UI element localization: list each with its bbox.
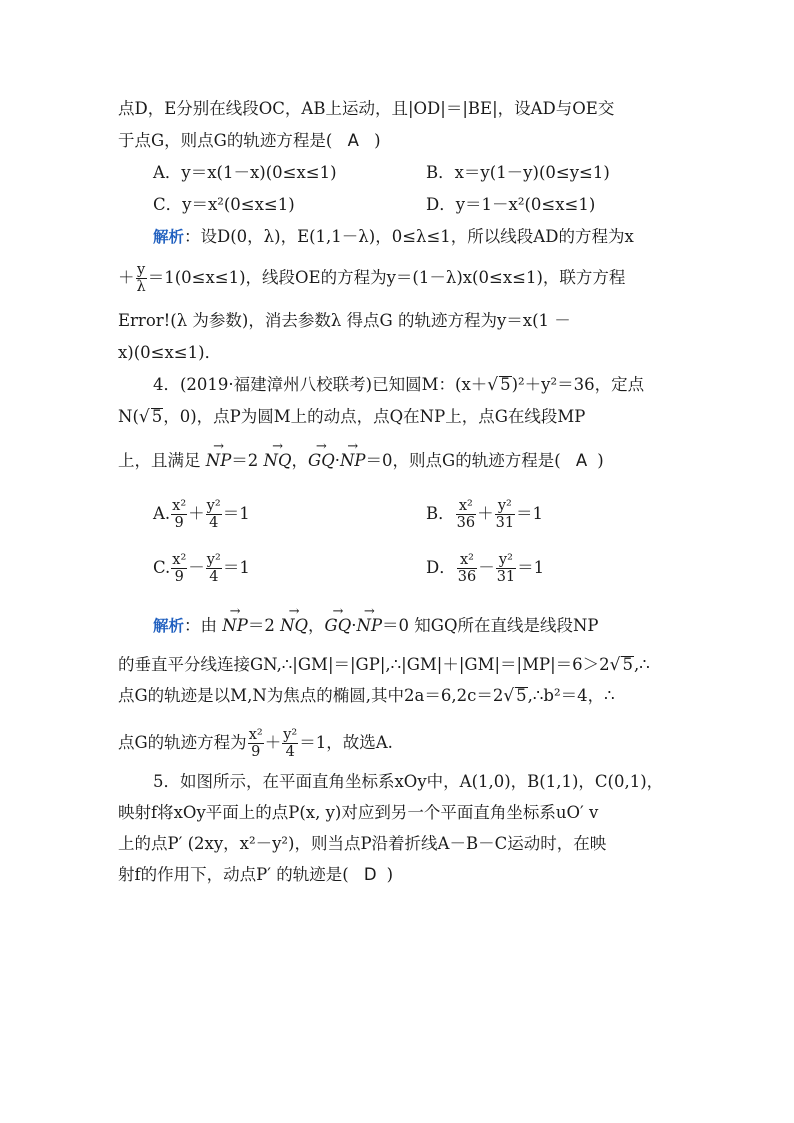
plus: ＋ [264, 733, 282, 752]
q3-fraction-y-over-lambda [136, 262, 147, 295]
q4-close-paren: ) [597, 451, 604, 470]
plus: ＋ [477, 504, 494, 523]
q4-stem-text-1: 4．(2019·福建漳州八校联考)已知圆M：(x＋ [153, 375, 488, 394]
q3-answer: A [347, 131, 359, 150]
q3-solution-text-1: ：设D(0，λ)，E(1,1－λ)，0≤λ≤1，所以线段AD的方程为x [184, 227, 634, 246]
sqrt-icon: √ [609, 655, 621, 675]
fraction-denominator: 9 [251, 744, 261, 760]
sqrt-radicand: 5 [516, 686, 527, 705]
fraction-denominator: λ [136, 279, 146, 295]
q3-solution-line-1 [153, 227, 634, 247]
equals-one: ＝1 [222, 504, 250, 523]
sqrt-icon: √ [138, 407, 150, 427]
q4-stem-text-3: N( [118, 407, 139, 426]
fraction-numerator: y² [206, 498, 221, 514]
q3-solution-line-3: Error!(λ 为参数)，消去参数λ 得点G 的轨迹方程为y＝x(1 － [118, 311, 571, 330]
option-label: C. [153, 558, 171, 577]
q4-option-a [153, 498, 250, 531]
fraction-numerator: y² [495, 498, 515, 515]
option-label: D． [426, 558, 456, 577]
sqrt-radicand: 5 [500, 375, 511, 394]
q5-answer: D [363, 865, 377, 884]
q3-option-b: B．x＝y(1－y)(0≤y≤1) [426, 163, 610, 182]
fraction [206, 498, 222, 531]
q4-solution-line-3 [118, 686, 615, 706]
option-label: A. [153, 504, 171, 523]
fraction-numerator: y [137, 262, 146, 278]
q4-solution-text-7: 点G的轨迹方程为 [118, 733, 247, 752]
vector-np: → NP [222, 611, 248, 636]
q4-stem-line-1 [153, 375, 644, 395]
fraction-numerator: x² [456, 498, 476, 515]
q4-option-b [426, 498, 543, 531]
sqrt-radicand: 5 [622, 655, 633, 674]
q4-stem-line-2 [118, 407, 585, 427]
fraction [171, 498, 187, 531]
vector-nq: → NQ [264, 446, 292, 471]
fraction-denominator: 31 [496, 569, 516, 585]
equals-one: ＝1 [516, 504, 544, 523]
minus: － [188, 558, 205, 577]
fraction [496, 552, 516, 585]
q3-solution-line-2 [118, 262, 625, 295]
q4-option-c [153, 552, 250, 585]
q4-solution-text-4: ,∴ [633, 655, 650, 674]
fraction-denominator: 36 [457, 569, 477, 585]
minus: － [478, 558, 495, 577]
equals-one: ＝1 [222, 558, 250, 577]
q3-stem-line-1: 点D，E分别在线段OC，AB上运动，且|OD|＝|BE|，设AD与OE交 [118, 99, 615, 118]
q5-stem-line-4 [118, 865, 393, 885]
q5-stem-line-3: 上的点P′ (2xy，x²－y²)，则当点P沿着折线A－B－C运动时，在映 [118, 834, 607, 853]
q3-stem-line-2 [118, 131, 381, 151]
fraction [456, 498, 476, 531]
fraction-denominator: 4 [285, 744, 295, 760]
vector-np: → NP [340, 446, 366, 471]
q4-solution-text-6: ,∴b²＝4，∴ [527, 686, 615, 705]
q4-stem-text-4: ，0)，点P为圆M上的动点，点Q在NP上，点G在线段MP [163, 407, 586, 426]
fraction-numerator: y² [283, 727, 298, 743]
vector-nq: → NQ [280, 611, 308, 636]
equals-two: ＝2 [247, 616, 275, 635]
vector-gq: → GQ [325, 611, 352, 636]
dot-operator: · [334, 451, 340, 470]
q3-solution-line-4: x)(0≤x≤1)． [118, 343, 222, 362]
sqrt-radicand: 5 [151, 407, 163, 426]
fraction-numerator: y² [496, 552, 516, 569]
q5-stem-line-2: 映射f将xOy平面上的点P(x, y)对应到另一个平面直角坐标系uO′ v [118, 803, 599, 822]
fraction-numerator: y² [206, 552, 221, 568]
dot-operator: · [351, 616, 357, 635]
q4-stem-text-5: 上，且满足 [118, 451, 201, 470]
q5-stem-line-1: 5．如图所示，在平面直角坐标系xOy中，A(1,0)，B(1,1)，C(0,1)， [153, 772, 664, 791]
q3-option-a: A．y＝x(1－x)(0≤x≤1) [153, 163, 337, 182]
option-label: B． [426, 504, 455, 523]
fraction [457, 552, 477, 585]
fraction-numerator: x² [457, 552, 477, 569]
plus: ＋ [188, 504, 205, 523]
comma: ， [291, 451, 309, 470]
fraction-denominator: 4 [209, 569, 219, 585]
q4-solution-text-1: ：由 [184, 616, 218, 635]
fraction-denominator: 9 [174, 515, 184, 531]
equals-one: ＝1 [517, 558, 545, 577]
q4-solution-line-4 [118, 727, 393, 760]
fraction [171, 552, 187, 585]
vector-gq: → GQ [308, 446, 335, 471]
q3-solution-text-2: ＝1(0≤x≤1)，线段OE的方程为y＝(1－λ)x(0≤x≤1)，联方方程 [147, 268, 626, 287]
fraction [495, 498, 515, 531]
vector-np: → NP [357, 611, 383, 636]
q4-solution-line-1 [153, 611, 599, 636]
fraction [282, 727, 298, 760]
q4-solution-text-5: 点G的轨迹是以M,N为焦点的椭圆,其中2a＝6,2c＝2 [118, 686, 504, 705]
q3-close-paren: ) [374, 131, 381, 150]
sqrt-icon: √ [487, 375, 499, 395]
comma: ， [308, 616, 325, 635]
sqrt-icon: √ [503, 686, 515, 706]
q5-stem-text: 射f的作用下，动点P′ 的轨迹是( [118, 865, 349, 884]
q4-stem-text-2: )²＋y²＝36，定点 [511, 375, 645, 394]
q3-solution-label: 解析 [153, 228, 185, 246]
q3-option-d: D．y＝1－x²(0≤x≤1) [426, 195, 596, 214]
q4-stem-text-6: ＝0，则点G的轨迹方程是( [365, 451, 561, 470]
vector-np: → NP [206, 446, 232, 471]
q3-solution-plus: ＋ [118, 268, 135, 287]
fraction-numerator: x² [172, 552, 187, 568]
fraction-numerator: x² [172, 498, 187, 514]
q4-option-d [426, 552, 544, 585]
q5-close-paren: ) [386, 865, 394, 884]
fraction-numerator: x² [248, 727, 263, 743]
fraction-denominator: 31 [495, 515, 515, 531]
fraction-denominator: 36 [456, 515, 476, 531]
q4-answer: A [575, 451, 588, 470]
q4-solution-line-2 [118, 655, 650, 675]
q4-stem-line-3 [118, 446, 604, 471]
equals-two: ＝2 [231, 451, 259, 470]
fraction-denominator: 9 [174, 569, 184, 585]
q3-stem-text: 于点G，则点G的轨迹方程是( [118, 131, 333, 150]
q4-solution-label: 解析 [153, 617, 185, 635]
q4-solution-text-3: 的垂直平分线连接GN,∴|GM|＝|GP|,∴|GM|＋|GM|＝|MP|＝6＞2 [118, 655, 610, 674]
q4-solution-text-8: ＝1，故选A. [299, 733, 393, 752]
q4-solution-text-2: ＝0 知GQ所在直线是线段NP [382, 616, 599, 635]
fraction [206, 552, 222, 585]
q3-option-c: C．y＝x²(0≤x≤1) [153, 195, 295, 214]
fraction-denominator: 4 [209, 515, 219, 531]
fraction [248, 727, 264, 760]
